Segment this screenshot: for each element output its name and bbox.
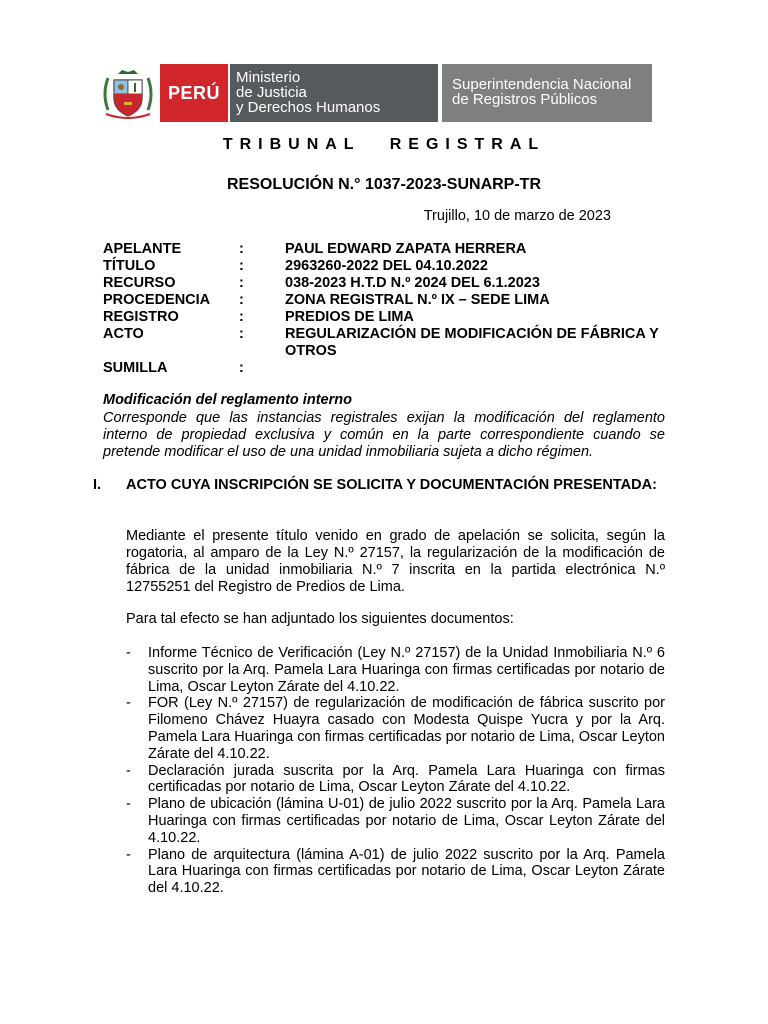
meta-separator: : — [239, 292, 244, 308]
meta-key: TÍTULO — [103, 258, 156, 274]
ministry-line: Ministerio — [236, 69, 301, 86]
paragraph: Para tal efecto se han adjuntado los siguientes documentos: — [126, 611, 514, 627]
documents-list — [126, 645, 665, 897]
document-date: Trujillo, 10 de marzo de 2023 — [423, 208, 611, 224]
meta-value: ZONA REGISTRAL N.º IX – SEDE LIMA — [285, 292, 550, 308]
meta-separator: : — [239, 258, 244, 274]
sunarp-name — [442, 64, 652, 122]
meta-key: APELANTE — [103, 241, 182, 257]
meta-key: RECURSO — [103, 275, 176, 291]
meta-row — [103, 360, 673, 377]
list-item — [126, 695, 665, 762]
list-item-text: Informe Técnico de Verificación (Ley N.º 27157) de la Unidad Inmobiliaria N.º 6 suscrito por la Arq. Pamela Lara Huaringa con firmas certificadas por notario de Lima, Oscar Leyton Zárate del 4.10.22. — [148, 645, 665, 695]
list-item-text: Declaración jurada suscrita por la Arq. Pamela Lara Huaringa con firmas certificadas por notario de Lima, Oscar Leyton Zárate del 4.10.22. — [148, 762, 665, 796]
resolution-number: RESOLUCIÓN N.° 1037-2023-SUNARP-TR — [226, 176, 542, 193]
meta-separator: : — [239, 309, 244, 325]
coat-of-arms-icon — [100, 66, 156, 120]
meta-row — [103, 258, 673, 275]
peru-label: PERÚ — [160, 64, 228, 122]
section-title: ACTO CUYA INSCRIPCIÓN SE SOLICITA Y DOCUMENTACIÓN PRESENTADA: — [126, 477, 657, 493]
sunarp-line: de Registros Públicos — [452, 91, 598, 108]
ministry-line: de Justicia — [236, 84, 307, 101]
meta-row — [103, 241, 673, 258]
list-item — [126, 796, 665, 846]
meta-row — [103, 275, 673, 292]
meta-row — [103, 326, 673, 360]
tribunal-title: TRIBUNAL REGISTRAL — [222, 136, 546, 153]
meta-value: PAUL EDWARD ZAPATA HERRERA — [285, 241, 527, 257]
meta-separator: : — [239, 275, 244, 291]
list-item-text: Plano de arquitectura (lámina A-01) de julio 2022 suscrito por la Arq. Pamela Lara Huaringa con firmas certificadas por notario de Lima, Oscar Leyton Zárate del 4.10.22. — [148, 846, 665, 897]
meta-value: 2963260-2022 DEL 04.10.2022 — [285, 258, 488, 274]
meta-separator: : — [239, 360, 244, 376]
bullet-dash: - — [126, 796, 131, 813]
meta-separator: : — [239, 241, 244, 257]
bullet-dash: - — [126, 762, 131, 779]
bullet-dash: - — [126, 695, 131, 712]
list-item — [126, 763, 665, 797]
ministry-name — [230, 64, 438, 122]
list-item-text: Plano de ubicación (lámina U-01) de julio 2022 suscrito por la Arq. Pamela Lara Huaringa con firmas certificadas por notario de Lima, Oscar Leyton Zárate del 4.10.22. — [148, 796, 665, 846]
list-item — [126, 645, 665, 695]
sumilla-title: Modificación del reglamento interno — [103, 392, 352, 408]
bullet-dash: - — [126, 645, 131, 661]
ministry-line: y Derechos Humanos — [236, 99, 381, 116]
meta-key: ACTO — [103, 326, 144, 342]
document-header — [100, 64, 652, 122]
sunarp-line: Superintendencia Nacional — [452, 76, 632, 93]
sumilla-text: Corresponde que las instancias registrales exijan la modificación del reglamento interno de propiedad exclusiva y común en la parte correspondiente cuando se pretende modificar el uso de una unidad inmobiliaria sujeta a dicho régimen. — [103, 410, 665, 460]
meta-value: REGULARIZACIÓN DE MODIFICACIÓN DE FÁBRICA Y OTROS — [285, 326, 659, 359]
meta-row — [103, 309, 673, 326]
list-item — [126, 847, 665, 897]
meta-value: PREDIOS DE LIMA — [285, 309, 414, 325]
bullet-dash: - — [126, 846, 131, 863]
meta-row — [103, 292, 673, 309]
list-item-text: FOR (Ley N.º 27157) de regularización de modificación de fábrica suscrito por Filomeno Chávez Huayra casado con Modesta Quispe Yucra y por la Arq. Pamela Lara Huaringa con firmas certificadas por notario de Lima, Oscar Leyton Zárate del 4.10.22. — [148, 695, 665, 762]
meta-key: SUMILLA — [103, 360, 168, 376]
case-metadata — [103, 241, 673, 377]
meta-separator: : — [239, 326, 244, 342]
meta-key: REGISTRO — [103, 309, 179, 325]
meta-value: 038-2023 H.T.D N.º 2024 DEL 6.1.2023 — [285, 275, 540, 291]
meta-key: PROCEDENCIA — [103, 292, 211, 308]
paragraph: Mediante el presente título venido en grado de apelación se solicita, según la rogatoria, al amparo de la Ley N.º 27157, la regularización de la modificación de fábrica de la unidad inmobiliaria N.º 7 inscrita en la partida electrónica N.º 12755251 del Registro de Predios de Lima. — [126, 528, 665, 595]
section-number: I. — [93, 477, 102, 493]
